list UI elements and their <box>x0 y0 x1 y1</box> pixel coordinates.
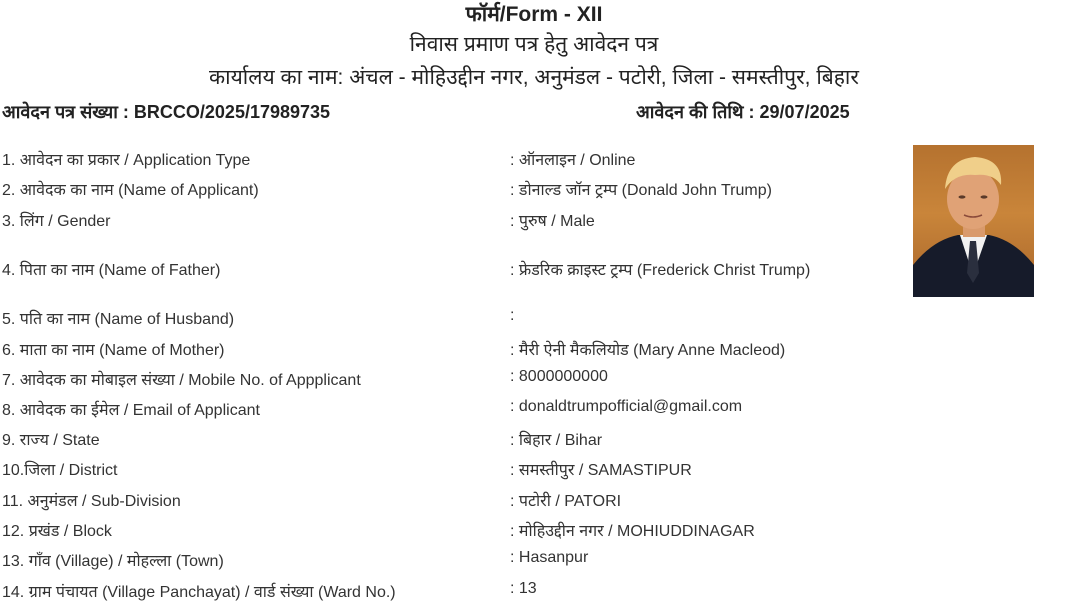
field-value: : डोनाल्ड जॉन ट्रम्प (Donald John Trump) <box>510 182 772 199</box>
field-row-application-type <box>0 148 900 174</box>
field-value: : पटोरी / PATORI <box>510 493 622 510</box>
field-label: 9. राज्य / State <box>2 432 100 449</box>
field-row-mother-name <box>0 338 900 364</box>
office-name: कार्यालय का नाम: अंचल - मोहिउद्दीन नगर, अनुमंडल - पटोरी, जिला - समस्तीपुर, बिहार <box>209 66 859 89</box>
field-label: 10.जिला / District <box>2 462 118 479</box>
applicant-photo <box>913 145 1034 297</box>
field-value: : मोहिउद्दीन नगर / MOHIUDDINAGAR <box>510 523 755 540</box>
field-value: : <box>510 307 515 324</box>
field-label: 12. प्रखंड / Block <box>2 523 112 540</box>
field-row-state <box>0 428 900 454</box>
field-label: 6. माता का नाम (Name of Mother) <box>2 342 225 359</box>
field-label: 2. आवेदक का नाम (Name of Applicant) <box>2 182 259 199</box>
field-value: : बिहार / Bihar <box>510 432 603 449</box>
field-row-village <box>0 549 900 575</box>
field-row-mobile <box>0 368 900 394</box>
field-row-email <box>0 398 900 424</box>
field-value: : ऑनलाइन / Online <box>510 152 636 169</box>
field-label: 3. लिंग / Gender <box>2 213 111 230</box>
application-date: आवेदन की तिथि : 29/07/2025 <box>636 102 850 122</box>
field-value: : समस्तीपुर / SAMASTIPUR <box>510 462 692 479</box>
field-value: : 13 <box>510 580 537 597</box>
field-row-panchayat-ward <box>0 580 900 606</box>
field-row-district <box>0 458 900 484</box>
field-row-father-name <box>0 258 900 284</box>
field-label: 7. आवेदक का मोबाइल संख्या / Mobile No. of Appplicant <box>2 372 361 389</box>
field-value: : 8000000000 <box>510 368 608 385</box>
field-value: : donaldtrumpofficial@gmail.com <box>510 398 743 415</box>
form-number: फॉर्म/Form - XII <box>465 3 603 26</box>
field-label: 13. गाँव (Village) / मोहल्ला (Town) <box>2 553 224 570</box>
field-label: 4. पिता का नाम (Name of Father) <box>2 262 221 279</box>
field-value: : मैरी ऐनी मैकलियोड (Mary Anne Macleod) <box>510 342 786 359</box>
field-row-gender <box>0 209 900 235</box>
field-label: 1. आवेदन का प्रकार / Application Type <box>2 152 251 169</box>
field-label: 8. आवेदक का ईमेल / Email of Applicant <box>2 402 260 419</box>
field-row-husband-name <box>0 307 900 333</box>
field-value: : Hasanpur <box>510 549 589 566</box>
field-row-block <box>0 519 900 545</box>
field-value: : पुरुष / Male <box>510 213 595 230</box>
field-row-applicant-name <box>0 178 900 204</box>
form-subtitle: निवास प्रमाण पत्र हेतु आवेदन पत्र <box>409 33 659 56</box>
field-row-sub-division <box>0 489 900 515</box>
field-label: 11. अनुमंडल / Sub-Division <box>2 493 181 510</box>
field-value: : फ्रेडरिक क्राइस्ट ट्रम्प (Frederick Christ Trump) <box>510 262 811 279</box>
field-label: 5. पति का नाम (Name of Husband) <box>2 311 235 328</box>
field-label: 14. ग्राम पंचायत (Village Panchayat) / वार्ड संख्या (Ward No.) <box>2 584 396 601</box>
application-number: आवेदन पत्र संख्या : BRCCO/2025/17989735 <box>2 102 331 122</box>
